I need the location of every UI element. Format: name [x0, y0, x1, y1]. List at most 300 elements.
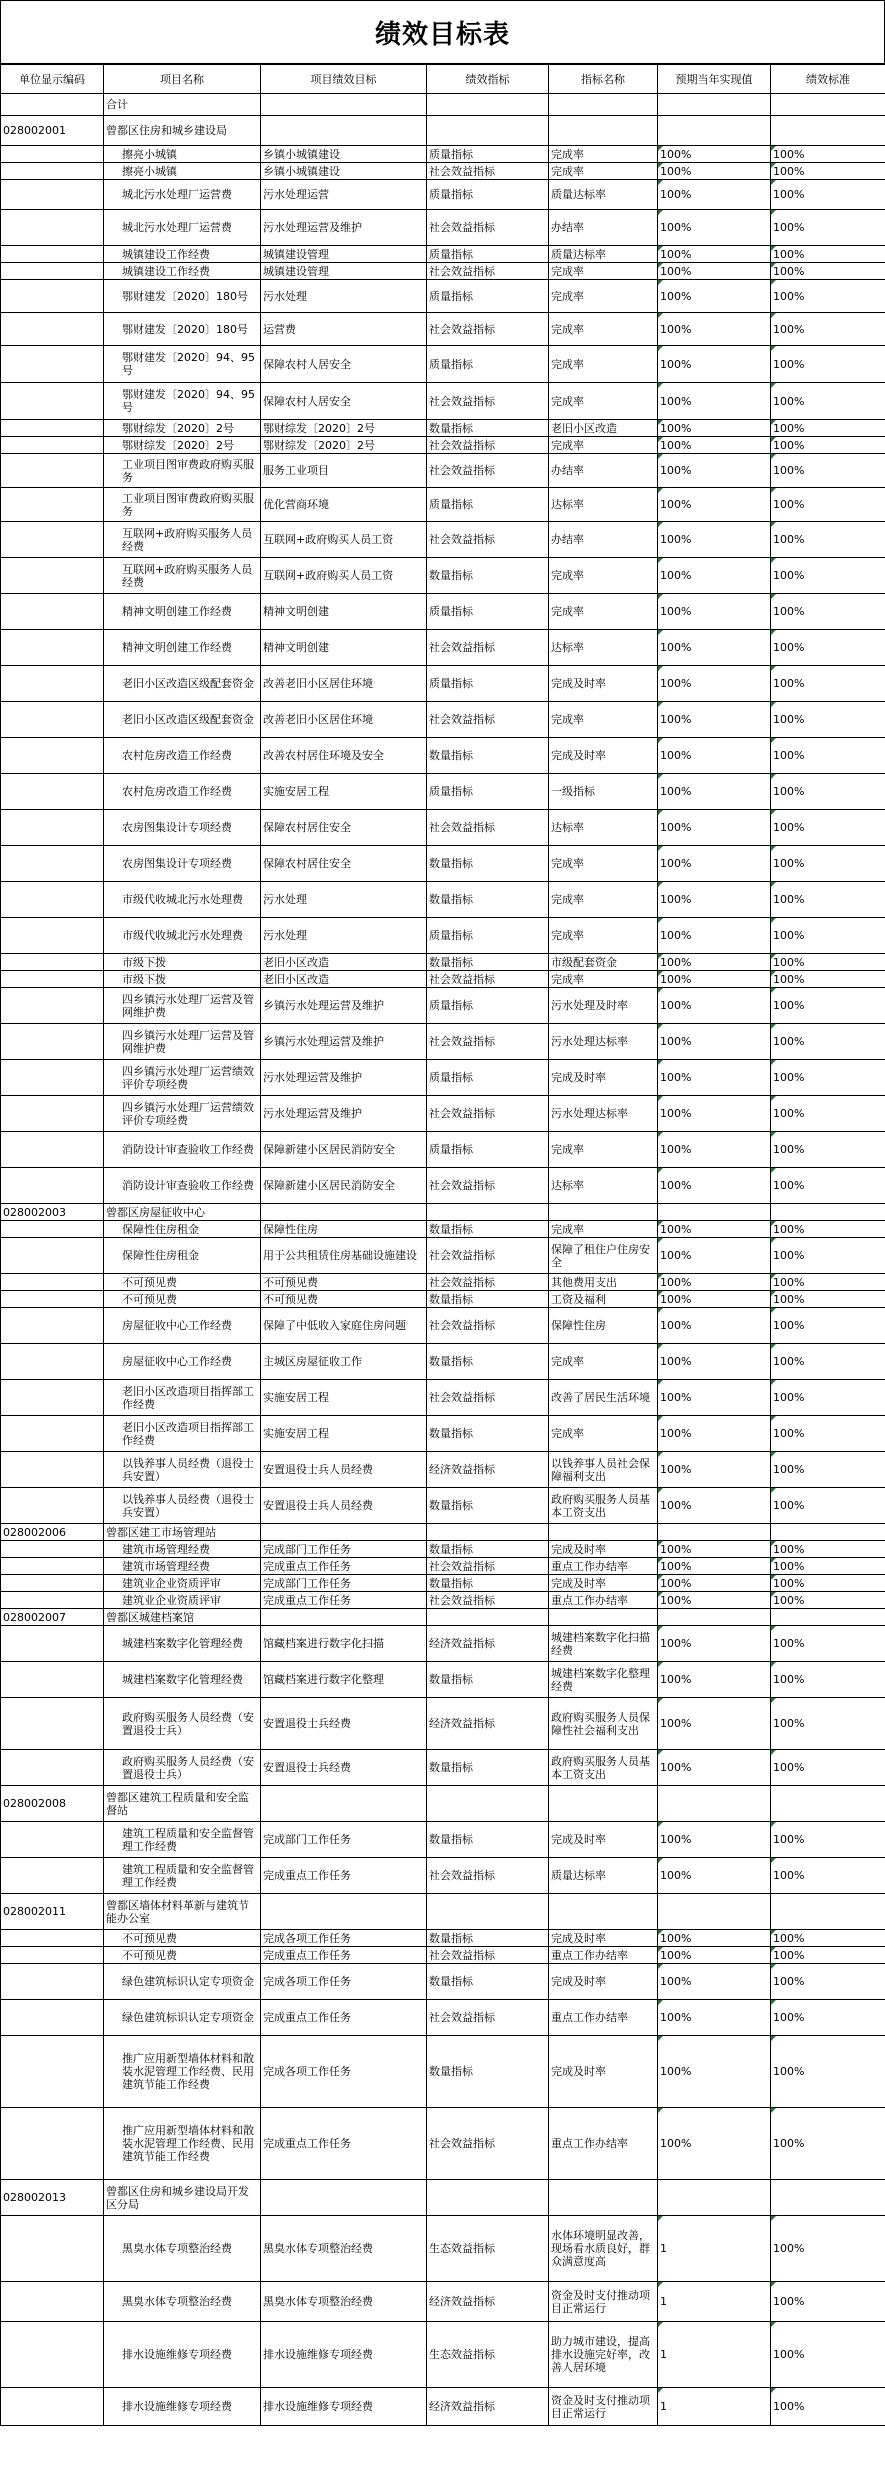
- table-row: [1, 2388, 885, 2426]
- cell-expected-value: 100%: [658, 180, 771, 210]
- cell-expected-value: 100%: [658, 1416, 771, 1452]
- cell-standard: 100%: [771, 666, 885, 702]
- cell-project-name: 精神文明创建工作经费: [104, 630, 261, 666]
- cell-project-goal: [261, 1204, 427, 1221]
- cell-project-name: 房屋征收中心工作经费: [104, 1344, 261, 1380]
- cell-indicator-name: 完成及时率: [549, 666, 658, 702]
- header-kpi: 绩效指标: [427, 65, 549, 94]
- cell-project-name: 不可预见费: [104, 1930, 261, 1947]
- cell-standard: 100%: [771, 1558, 885, 1575]
- cell-project-name: 农村危房改造工作经费: [104, 738, 261, 774]
- cell-expected-value: 100%: [658, 2000, 771, 2036]
- cell-project-goal: [261, 2180, 427, 2216]
- table-row: [1, 954, 885, 971]
- header-code: 单位显示编码: [1, 65, 104, 94]
- cell-code: [1, 1308, 104, 1344]
- cell-expected-value: 100%: [658, 383, 771, 420]
- cell-kpi: 数量指标: [427, 954, 549, 971]
- cell-expected-value: 100%: [658, 702, 771, 738]
- cell-standard: 100%: [771, 180, 885, 210]
- table-row: [1, 420, 885, 437]
- org-row: [1, 1524, 885, 1541]
- cell-expected-value: 100%: [658, 988, 771, 1024]
- cell-kpi: 质量指标: [427, 988, 549, 1024]
- table-row: [1, 383, 885, 420]
- cell-code: 028002011: [1, 1894, 104, 1930]
- cell-standard: [771, 2180, 885, 2216]
- cell-expected-value: 100%: [658, 1964, 771, 2000]
- cell-project-goal: 运营费: [261, 313, 427, 346]
- cell-indicator-name: 达标率: [549, 630, 658, 666]
- cell-project-name: 城建档案数字化管理经费: [104, 1662, 261, 1698]
- table-row: [1, 1488, 885, 1524]
- cell-standard: 100%: [771, 810, 885, 846]
- cell-code: [1, 1291, 104, 1308]
- cell-kpi: 社会效益指标: [427, 313, 549, 346]
- cell-project-goal: [261, 1786, 427, 1822]
- cell-expected-value: 100%: [658, 971, 771, 988]
- cell-project-name: 城镇建设工作经费: [104, 246, 261, 263]
- table-row: [1, 1750, 885, 1786]
- cell-expected-value: 100%: [658, 2108, 771, 2180]
- cell-code: [1, 1274, 104, 1291]
- cell-kpi: 社会效益指标: [427, 454, 549, 488]
- cell-code: [1, 1488, 104, 1524]
- cell-standard: 100%: [771, 2388, 885, 2426]
- cell-standard: 100%: [771, 1024, 885, 1060]
- cell-standard: 100%: [771, 1858, 885, 1894]
- cell-indicator-name: 水体环境明显改善，现场看水质良好，群众满意度高: [549, 2216, 658, 2282]
- cell-kpi: 数量指标: [427, 1662, 549, 1698]
- table-row: [1, 2282, 885, 2322]
- cell-indicator-name: 政府购买服务人员基本工资支出: [549, 1750, 658, 1786]
- cell-indicator-name: [549, 1609, 658, 1626]
- cell-project-goal: 服务工业项目: [261, 454, 427, 488]
- cell-code: [1, 988, 104, 1024]
- cell-standard: [771, 1894, 885, 1930]
- cell-standard: [771, 1786, 885, 1822]
- cell-project-goal: 用于公共租赁住房基础设施建设: [261, 1238, 427, 1274]
- cell-project-goal: 城镇建设管理: [261, 263, 427, 280]
- table-row: [1, 558, 885, 594]
- cell-project-name: 鄂财建发〔2020〕94、95号: [104, 383, 261, 420]
- cell-indicator-name: 完成及时率: [549, 738, 658, 774]
- cell-kpi: 经济效益指标: [427, 1698, 549, 1750]
- cell-kpi: 质量指标: [427, 666, 549, 702]
- cell-expected-value: 100%: [658, 1858, 771, 1894]
- cell-indicator-name: 重点工作办结率: [549, 1592, 658, 1609]
- cell-project-goal: 鄂财综发〔2020〕2号: [261, 420, 427, 437]
- cell-standard: 100%: [771, 1698, 885, 1750]
- cell-project-goal: 污水处理运营: [261, 180, 427, 210]
- cell-project-name: 建筑工程质量和安全监督管理工作经费: [104, 1822, 261, 1858]
- cell-expected-value: 100%: [658, 1274, 771, 1291]
- table-row: [1, 2216, 885, 2282]
- org-row: [1, 1786, 885, 1822]
- cell-standard: 100%: [771, 988, 885, 1024]
- cell-standard: 100%: [771, 2322, 885, 2388]
- table-row: [1, 1858, 885, 1894]
- cell-project-goal: 完成重点工作任务: [261, 1558, 427, 1575]
- cell-expected-value: 100%: [658, 1626, 771, 1662]
- table-row: [1, 1380, 885, 1416]
- cell-code: [1, 702, 104, 738]
- table-row: [1, 1452, 885, 1488]
- cell-project-goal: 馆藏档案进行数字化扫描: [261, 1626, 427, 1662]
- cell-project-goal: 互联网+政府购买人员工资: [261, 522, 427, 558]
- cell-expected-value: [658, 2180, 771, 2216]
- cell-standard: 100%: [771, 1060, 885, 1096]
- cell-indicator-name: 一级指标: [549, 774, 658, 810]
- table-row: [1, 630, 885, 666]
- cell-indicator-name: 达标率: [549, 488, 658, 522]
- cell-indicator-name: 完成及时率: [549, 1575, 658, 1592]
- cell-code: [1, 846, 104, 882]
- cell-project-name: 互联网+政府购买服务人员经费: [104, 522, 261, 558]
- table-row: [1, 1132, 885, 1168]
- cell-standard: 100%: [771, 246, 885, 263]
- cell-kpi: 社会效益指标: [427, 971, 549, 988]
- cell-indicator-name: 完成率: [549, 702, 658, 738]
- cell-project-name: 保障性住房租金: [104, 1238, 261, 1274]
- cell-standard: 100%: [771, 1291, 885, 1308]
- table-row: [1, 1592, 885, 1609]
- cell-indicator-name: 完成及时率: [549, 1541, 658, 1558]
- cell-kpi: 社会效益指标: [427, 383, 549, 420]
- cell-indicator-name: 完成率: [549, 263, 658, 280]
- cell-project-name: 鄂财建发〔2020〕180号: [104, 313, 261, 346]
- cell-indicator-name: 完成率: [549, 1344, 658, 1380]
- cell-project-goal: 保障农村居住安全: [261, 846, 427, 882]
- cell-project-goal: 鄂财综发〔2020〕2号: [261, 437, 427, 454]
- cell-project-goal: 完成重点工作任务: [261, 1592, 427, 1609]
- cell-indicator-name: 办结率: [549, 522, 658, 558]
- cell-project-name: 政府购买服务人员经费（安置退役士兵）: [104, 1698, 261, 1750]
- cell-project-name: 老旧小区改造项目指挥部工作经费: [104, 1380, 261, 1416]
- cell-kpi: 社会效益指标: [427, 210, 549, 246]
- cell-kpi: [427, 1609, 549, 1626]
- cell-kpi: 质量指标: [427, 1060, 549, 1096]
- cell-project-name: 曾都区建筑工程质量和安全监督站: [104, 1786, 261, 1822]
- cell-expected-value: 100%: [658, 1096, 771, 1132]
- cell-kpi: 社会效益指标: [427, 1558, 549, 1575]
- table-row: [1, 971, 885, 988]
- cell-project-name: 老旧小区改造区级配套资金: [104, 702, 261, 738]
- cell-code: [1, 163, 104, 180]
- cell-standard: 100%: [771, 1274, 885, 1291]
- table-row: [1, 1096, 885, 1132]
- table-row: [1, 1221, 885, 1238]
- cell-standard: [771, 1609, 885, 1626]
- cell-expected-value: 100%: [658, 1488, 771, 1524]
- table-row: [1, 1344, 885, 1380]
- table-row: [1, 2322, 885, 2388]
- cell-kpi: 质量指标: [427, 180, 549, 210]
- cell-kpi: 质量指标: [427, 346, 549, 383]
- table-row: [1, 988, 885, 1024]
- cell-indicator-name: 资金及时支付推动项目正常运行: [549, 2282, 658, 2322]
- cell-standard: 100%: [771, 2282, 885, 2322]
- cell-project-goal: 安置退役士兵经费: [261, 1698, 427, 1750]
- cell-kpi: 社会效益指标: [427, 1096, 549, 1132]
- cell-expected-value: 1: [658, 2216, 771, 2282]
- cell-project-name: 鄂财建发〔2020〕94、95号: [104, 346, 261, 383]
- cell-code: [1, 1024, 104, 1060]
- cell-project-name: 消防设计审查验收工作经费: [104, 1132, 261, 1168]
- cell-project-name: 鄂财综发〔2020〕2号: [104, 437, 261, 454]
- cell-expected-value: 100%: [658, 1698, 771, 1750]
- cell-project-goal: 安置退役士兵经费: [261, 1750, 427, 1786]
- cell-standard: 100%: [771, 954, 885, 971]
- cell-expected-value: 100%: [658, 810, 771, 846]
- cell-code: [1, 383, 104, 420]
- cell-indicator-name: 完成及时率: [549, 1060, 658, 1096]
- cell-indicator-name: 达标率: [549, 1168, 658, 1204]
- cell-standard: 100%: [771, 2000, 885, 2036]
- cell-indicator-name: 改善了居民生活环境: [549, 1380, 658, 1416]
- cell-indicator-name: 完成及时率: [549, 1964, 658, 2000]
- cell-expected-value: 100%: [658, 1592, 771, 1609]
- cell-kpi: 社会效益指标: [427, 2108, 549, 2180]
- cell-expected-value: 100%: [658, 666, 771, 702]
- table-row: [1, 313, 885, 346]
- performance-table: [0, 64, 885, 2426]
- cell-indicator-name: 完成率: [549, 346, 658, 383]
- cell-code: [1, 774, 104, 810]
- cell-code: [1, 2322, 104, 2388]
- table-row: [1, 1575, 885, 1592]
- cell-standard: 100%: [771, 2036, 885, 2108]
- cell-project-goal: 污水处理运营及维护: [261, 1096, 427, 1132]
- cell-kpi: 社会效益指标: [427, 1947, 549, 1964]
- cell-project-goal: 改善老旧小区居住环境: [261, 702, 427, 738]
- cell-project-name: 四乡镇污水处理厂运营及管网维护费: [104, 988, 261, 1024]
- cell-expected-value: 100%: [658, 313, 771, 346]
- cell-project-goal: 污水处理: [261, 280, 427, 313]
- cell-expected-value: 100%: [658, 1238, 771, 1274]
- cell-indicator-name: 质量达标率: [549, 180, 658, 210]
- cell-code: [1, 1541, 104, 1558]
- table-row: [1, 1964, 885, 2000]
- cell-kpi: 社会效益指标: [427, 522, 549, 558]
- cell-project-goal: [261, 1894, 427, 1930]
- cell-code: [1, 810, 104, 846]
- cell-code: [1, 2000, 104, 2036]
- table-row: [1, 1308, 885, 1344]
- org-row: [1, 1894, 885, 1930]
- cell-expected-value: 100%: [658, 263, 771, 280]
- cell-project-name: 不可预见费: [104, 1274, 261, 1291]
- table-row: [1, 180, 885, 210]
- cell-project-name: 消防设计审查验收工作经费: [104, 1168, 261, 1204]
- cell-indicator-name: [549, 1894, 658, 1930]
- cell-project-name: 建筑市场管理经费: [104, 1558, 261, 1575]
- cell-kpi: 数量指标: [427, 1221, 549, 1238]
- cell-expected-value: 100%: [658, 1168, 771, 1204]
- cell-project-goal: 精神文明创建: [261, 630, 427, 666]
- cell-project-name: 黑臭水体专项整治经费: [104, 2216, 261, 2282]
- cell-expected-value: 1: [658, 2322, 771, 2388]
- cell-expected-value: 100%: [658, 1060, 771, 1096]
- cell-project-goal: 完成重点工作任务: [261, 2000, 427, 2036]
- cell-code: [1, 630, 104, 666]
- cell-expected-value: 100%: [658, 630, 771, 666]
- cell-code: [1, 1750, 104, 1786]
- org-row: [1, 1204, 885, 1221]
- cell-code: 028002006: [1, 1524, 104, 1541]
- cell-project-name: 市级代收城北污水处理费: [104, 882, 261, 918]
- cell-code: 028002013: [1, 2180, 104, 2216]
- cell-kpi: 社会效益指标: [427, 1168, 549, 1204]
- cell-kpi: [427, 1786, 549, 1822]
- cell-project-goal: 馆藏档案进行数字化整理: [261, 1662, 427, 1698]
- cell-standard: [771, 116, 885, 146]
- cell-code: [1, 346, 104, 383]
- cell-expected-value: 100%: [658, 420, 771, 437]
- cell-project-name: 城北污水处理厂运营费: [104, 180, 261, 210]
- cell-project-goal: 污水处理运营及维护: [261, 1060, 427, 1096]
- cell-project-name: 排水设施维修专项经费: [104, 2388, 261, 2426]
- cell-expected-value: 100%: [658, 1452, 771, 1488]
- cell-project-goal: 完成部门工作任务: [261, 1822, 427, 1858]
- cell-kpi: 社会效益指标: [427, 1308, 549, 1344]
- table-row: [1, 2108, 885, 2180]
- cell-kpi: 数量指标: [427, 1750, 549, 1786]
- cell-code: [1, 522, 104, 558]
- cell-project-goal: 保障农村人居安全: [261, 383, 427, 420]
- cell-code: [1, 1698, 104, 1750]
- cell-indicator-name: 城建档案数字化扫描经费: [549, 1626, 658, 1662]
- cell-project-goal: 保障了中低收入家庭住房问题: [261, 1308, 427, 1344]
- cell-project-name: 城建档案数字化管理经费: [104, 1626, 261, 1662]
- table-row: [1, 882, 885, 918]
- cell-code: [1, 1238, 104, 1274]
- header-row: [1, 65, 885, 94]
- cell-kpi: 质量指标: [427, 1132, 549, 1168]
- cell-standard: 100%: [771, 1947, 885, 1964]
- cell-project-goal: 乡镇小城镇建设: [261, 146, 427, 163]
- cell-code: [1, 246, 104, 263]
- cell-code: [1, 1060, 104, 1096]
- cell-indicator-name: 完成及时率: [549, 1822, 658, 1858]
- cell-code: [1, 1416, 104, 1452]
- cell-code: [1, 2388, 104, 2426]
- cell-project-name: 不可预见费: [104, 1291, 261, 1308]
- cell-project-name: 四乡镇污水处理厂运营绩效评价专项经费: [104, 1096, 261, 1132]
- cell-project-goal: 保障农村居住安全: [261, 810, 427, 846]
- table-row: [1, 1060, 885, 1096]
- cell-indicator-name: 污水处理达标率: [549, 1096, 658, 1132]
- cell-project-goal: 优化营商环境: [261, 488, 427, 522]
- cell-standard: [771, 94, 885, 116]
- cell-kpi: 数量指标: [427, 882, 549, 918]
- cell-kpi: 数量指标: [427, 738, 549, 774]
- cell-kpi: 质量指标: [427, 280, 549, 313]
- cell-code: [1, 488, 104, 522]
- cell-standard: 100%: [771, 210, 885, 246]
- cell-indicator-name: 重点工作办结率: [549, 2000, 658, 2036]
- cell-project-name: 保障性住房租金: [104, 1221, 261, 1238]
- cell-standard: 100%: [771, 1380, 885, 1416]
- cell-project-name: 工业项目图审费政府购买服务: [104, 454, 261, 488]
- cell-expected-value: 1: [658, 2388, 771, 2426]
- cell-code: [1, 2282, 104, 2322]
- cell-project-goal: 保障新建小区居民消防安全: [261, 1132, 427, 1168]
- cell-project-name: 绿色建筑标识认定专项资金: [104, 2000, 261, 2036]
- table-row: [1, 1416, 885, 1452]
- cell-code: [1, 971, 104, 988]
- cell-project-name: 农村危房改造工作经费: [104, 774, 261, 810]
- cell-project-name: 曾都区城建档案馆: [104, 1609, 261, 1626]
- cell-code: [1, 1822, 104, 1858]
- cell-kpi: [427, 2180, 549, 2216]
- cell-kpi: 数量指标: [427, 1416, 549, 1452]
- cell-project-name: 擦亮小城镇: [104, 146, 261, 163]
- cell-expected-value: 100%: [658, 1308, 771, 1344]
- cell-code: [1, 1626, 104, 1662]
- cell-project-goal: 不可预见费: [261, 1291, 427, 1308]
- cell-code: [1, 1221, 104, 1238]
- cell-project-goal: 城镇建设管理: [261, 246, 427, 263]
- table-row: [1, 454, 885, 488]
- cell-code: [1, 1132, 104, 1168]
- cell-code: [1, 1858, 104, 1894]
- cell-standard: 100%: [771, 1168, 885, 1204]
- cell-project-goal: 污水处理: [261, 882, 427, 918]
- cell-kpi: 社会效益指标: [427, 1592, 549, 1609]
- cell-expected-value: [658, 1894, 771, 1930]
- cell-kpi: 生态效益指标: [427, 2216, 549, 2282]
- table-row: [1, 2000, 885, 2036]
- table-row: [1, 774, 885, 810]
- cell-project-goal: 乡镇小城镇建设: [261, 163, 427, 180]
- cell-standard: 100%: [771, 1662, 885, 1698]
- cell-standard: 100%: [771, 918, 885, 954]
- cell-code: [1, 210, 104, 246]
- cell-project-goal: 改善老旧小区居住环境: [261, 666, 427, 702]
- cell-standard: 100%: [771, 383, 885, 420]
- cell-standard: 100%: [771, 437, 885, 454]
- cell-kpi: 数量指标: [427, 2036, 549, 2108]
- table-row: [1, 1541, 885, 1558]
- cell-project-name: 鄂财建发〔2020〕180号: [104, 280, 261, 313]
- cell-indicator-name: [549, 1786, 658, 1822]
- cell-project-goal: 完成重点工作任务: [261, 2108, 427, 2180]
- sheet-title: 绩效目标表: [0, 0, 885, 64]
- cell-code: 028002007: [1, 1609, 104, 1626]
- cell-project-goal: 完成重点工作任务: [261, 1858, 427, 1894]
- cell-standard: 100%: [771, 1488, 885, 1524]
- cell-expected-value: [658, 94, 771, 116]
- cell-kpi: 社会效益指标: [427, 263, 549, 280]
- table-row: [1, 810, 885, 846]
- cell-standard: 100%: [771, 1822, 885, 1858]
- cell-indicator-name: [549, 116, 658, 146]
- cell-standard: 100%: [771, 558, 885, 594]
- cell-project-name: 以钱养事人员经费（退役士兵安置）: [104, 1452, 261, 1488]
- cell-indicator-name: 其他费用支出: [549, 1274, 658, 1291]
- cell-standard: 100%: [771, 454, 885, 488]
- cell-code: [1, 558, 104, 594]
- cell-project-goal: 安置退役士兵人员经费: [261, 1452, 427, 1488]
- cell-kpi: 经济效益指标: [427, 1626, 549, 1662]
- cell-indicator-name: 政府购买服务人员基本工资支出: [549, 1488, 658, 1524]
- cell-code: [1, 280, 104, 313]
- cell-project-name: 市级下拨: [104, 954, 261, 971]
- cell-code: [1, 263, 104, 280]
- cell-project-goal: 黑臭水体专项整治经费: [261, 2282, 427, 2322]
- cell-project-name: 建筑业企业资质评审: [104, 1592, 261, 1609]
